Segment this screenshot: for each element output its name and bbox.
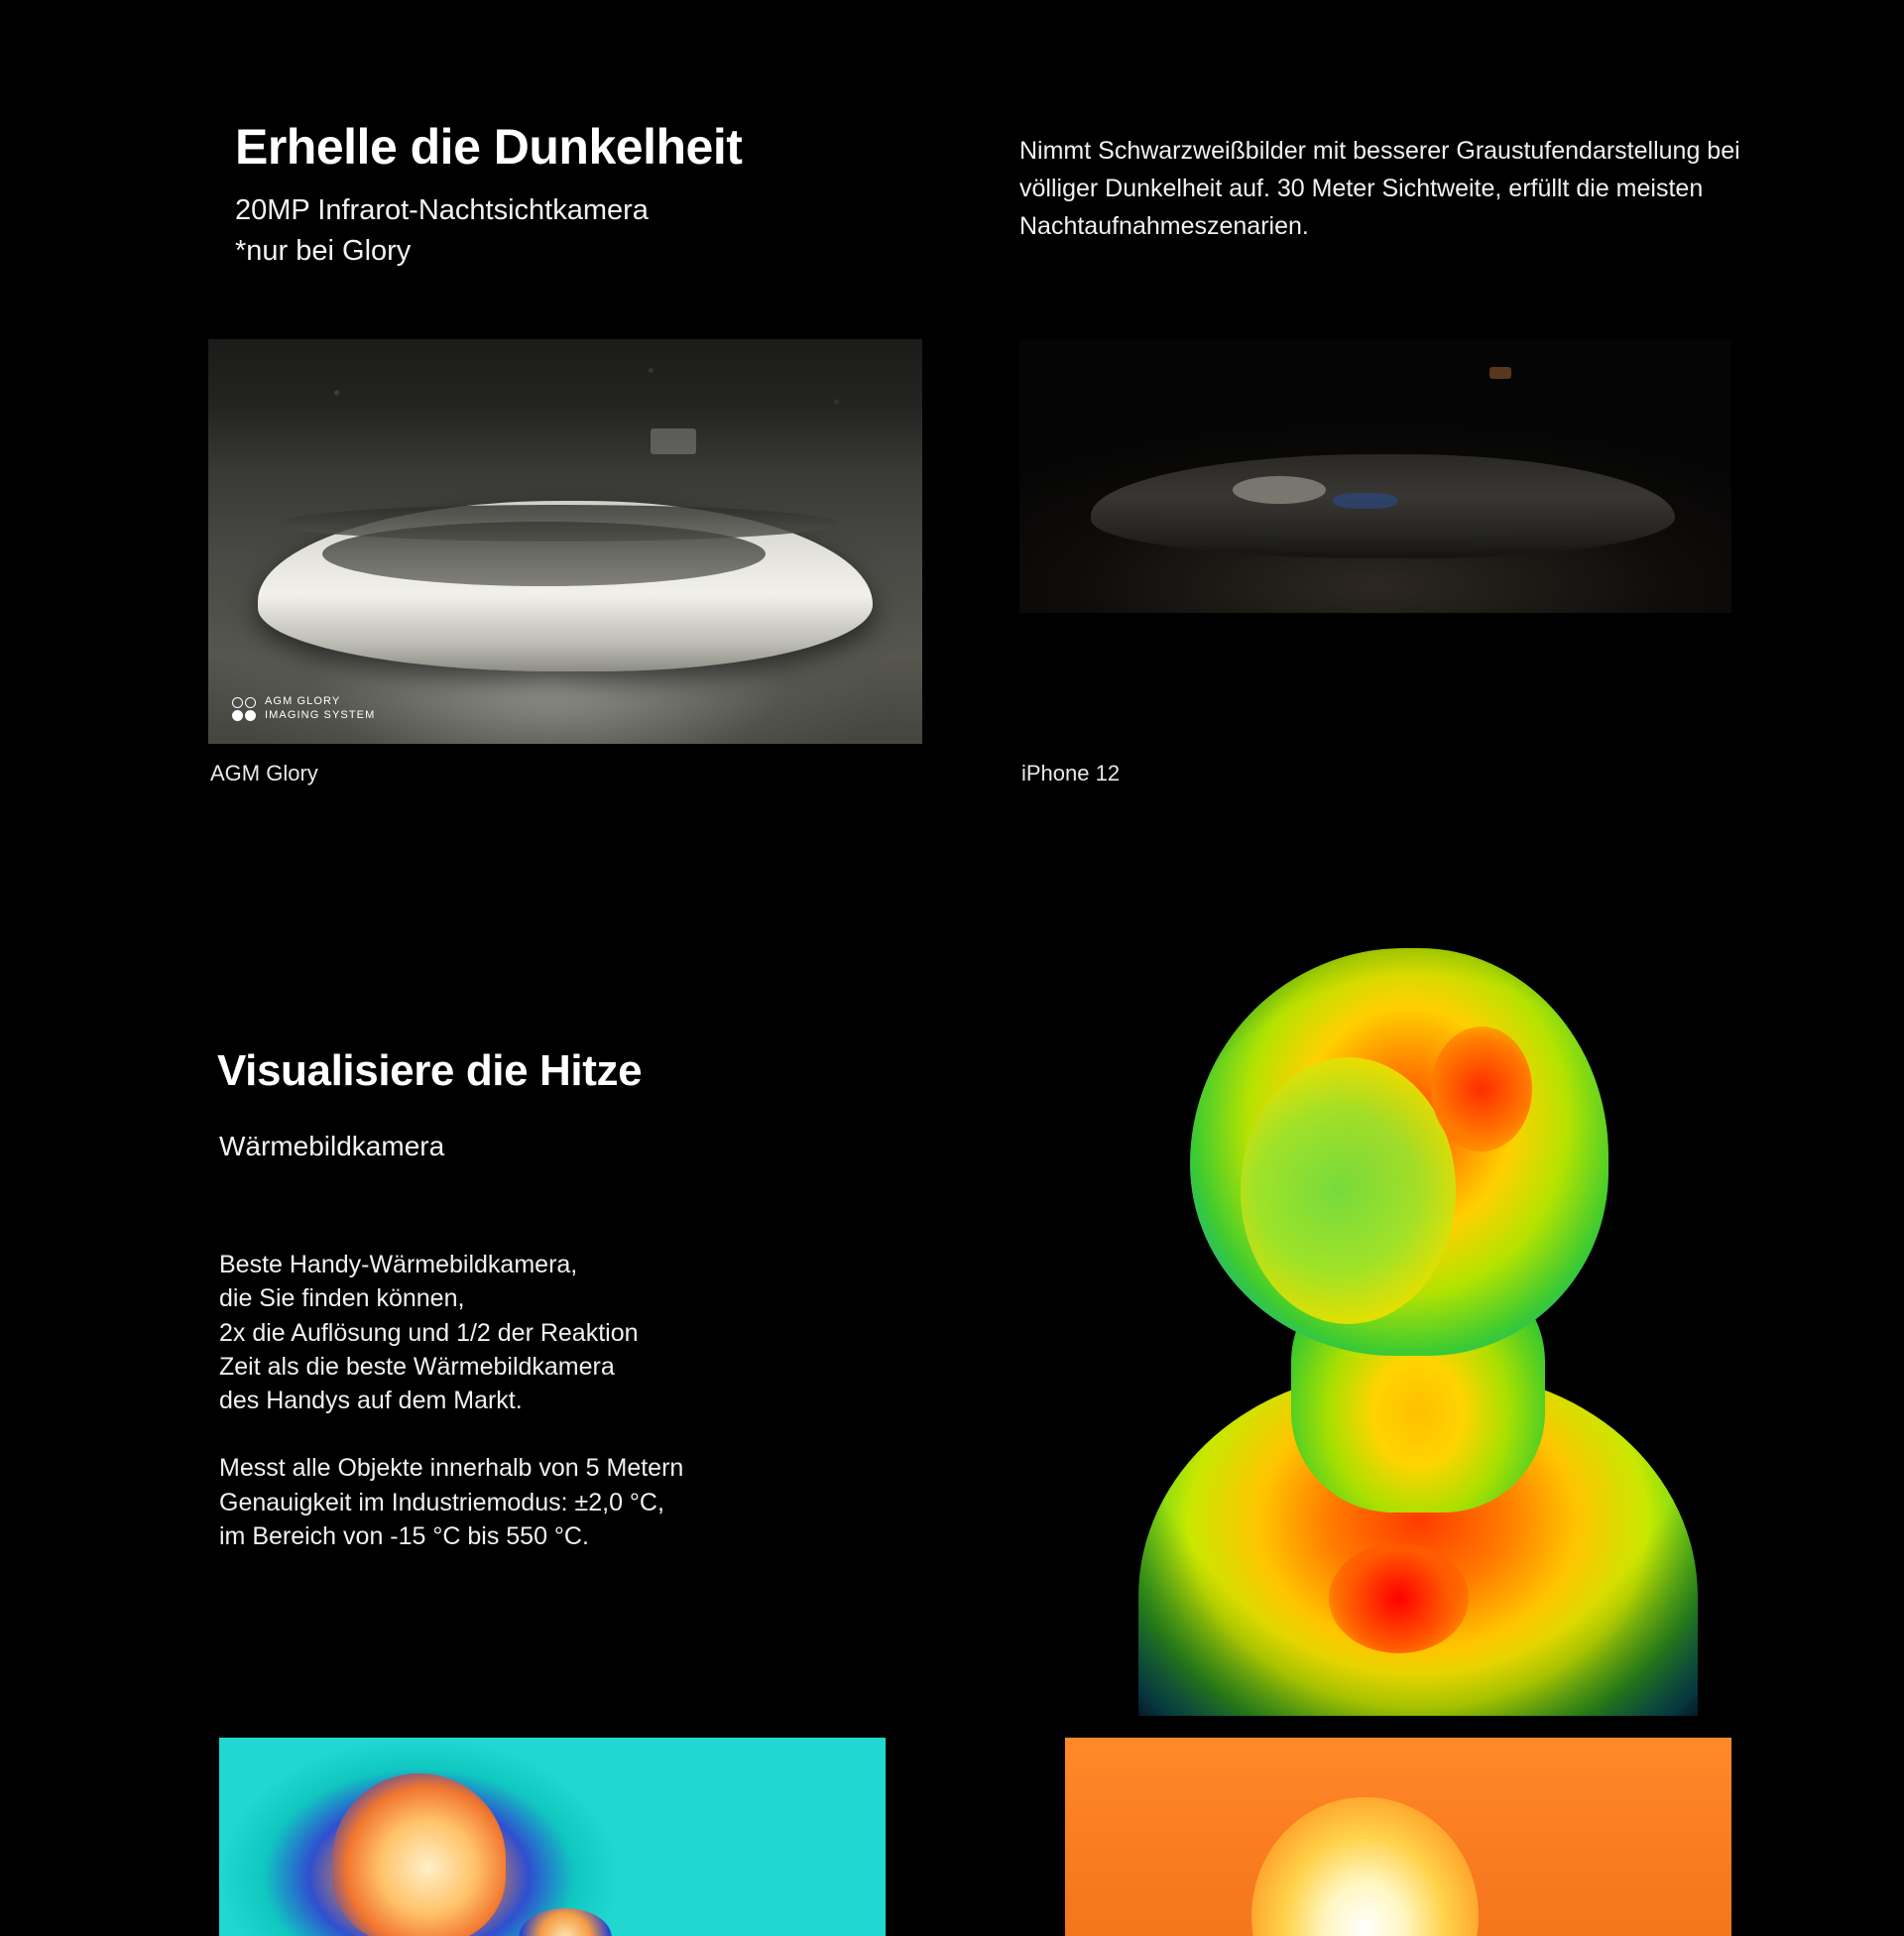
watermark-line2: IMAGING SYSTEM (265, 708, 376, 721)
watermark (232, 695, 375, 722)
watermark-text (265, 695, 375, 722)
thermal-thumb-secondary-blob (519, 1908, 612, 1936)
section2-p2-line3: im Bereich von -15 °C bis 550 °C. (219, 1521, 589, 1550)
section2-paragraph-1 (219, 1248, 854, 1417)
section1-subtitle (235, 190, 909, 272)
photo-kayak-cockpit (322, 522, 765, 586)
caption-iphone: iPhone 12 (1021, 761, 1121, 786)
photo-iphone-night (1019, 339, 1731, 613)
photo-background-object (651, 428, 696, 454)
thermal-thumbnail-cool (219, 1738, 886, 1936)
page-title: Erhelle die Dunkelheit (235, 119, 743, 175)
thermal-edge-vignette (1101, 932, 1735, 1716)
photo-kayak-seat (1233, 476, 1325, 504)
section2-subtitle: Wärmebildkamera (219, 1131, 445, 1161)
thermal-portrait-image (1101, 932, 1735, 1716)
caption-agm-glory: AGM Glory (210, 761, 318, 786)
section2-p2-line2: Genauigkeit im Industriemodus: ±2,0 °C, (219, 1488, 664, 1516)
section1-subtitle-line2: *nur bei Glory (235, 235, 412, 268)
section2-p1-line4: Zeit als die beste Wärmebildkamera (219, 1352, 615, 1381)
thermal-thumbnail-warm (1065, 1738, 1731, 1936)
thermal-thumb-hotspot (1251, 1797, 1478, 1936)
section1-subtitle-line1: 20MP Infrarot-Nachtsichtkamera (235, 194, 649, 226)
section1-description: Nimmt Schwarzweißbilder mit besserer Graustufendarstellung bei völliger Dunkelheit auf. 30 Meter Sichtweite, erfüllt die meisten Nachtaufnahmeszenarien. (1019, 137, 1740, 240)
thermal-thumb-face (332, 1773, 506, 1936)
section2-p1-line1: Beste Handy-Wärmebildkamera, (219, 1251, 578, 1278)
photo-distant-light (1489, 367, 1511, 379)
photo-kayak-blue-accent (1333, 493, 1397, 510)
section2-p1-line5: des Handys auf dem Markt. (219, 1387, 523, 1414)
section1-heading-block (235, 119, 909, 272)
section2-paragraph-2 (219, 1451, 854, 1553)
watermark-line1: AGM GLORY (265, 695, 341, 708)
agm-logo-icon (232, 697, 256, 721)
photo-agm-glory-night (208, 339, 922, 744)
section2-p1-line2: die Sie finden können, (219, 1284, 465, 1313)
photo-sky-texture (208, 339, 922, 428)
section2-p2-line1: Messt alle Objekte innerhalb von 5 Metern (219, 1454, 684, 1483)
section2-p1-line3: 2x die Auflösung und 1/2 der Reaktion (219, 1318, 639, 1347)
section-night-vision (0, 0, 1904, 853)
section2-title: Visualisiere die Hitze (217, 1046, 643, 1095)
section2-body (219, 1248, 854, 1553)
